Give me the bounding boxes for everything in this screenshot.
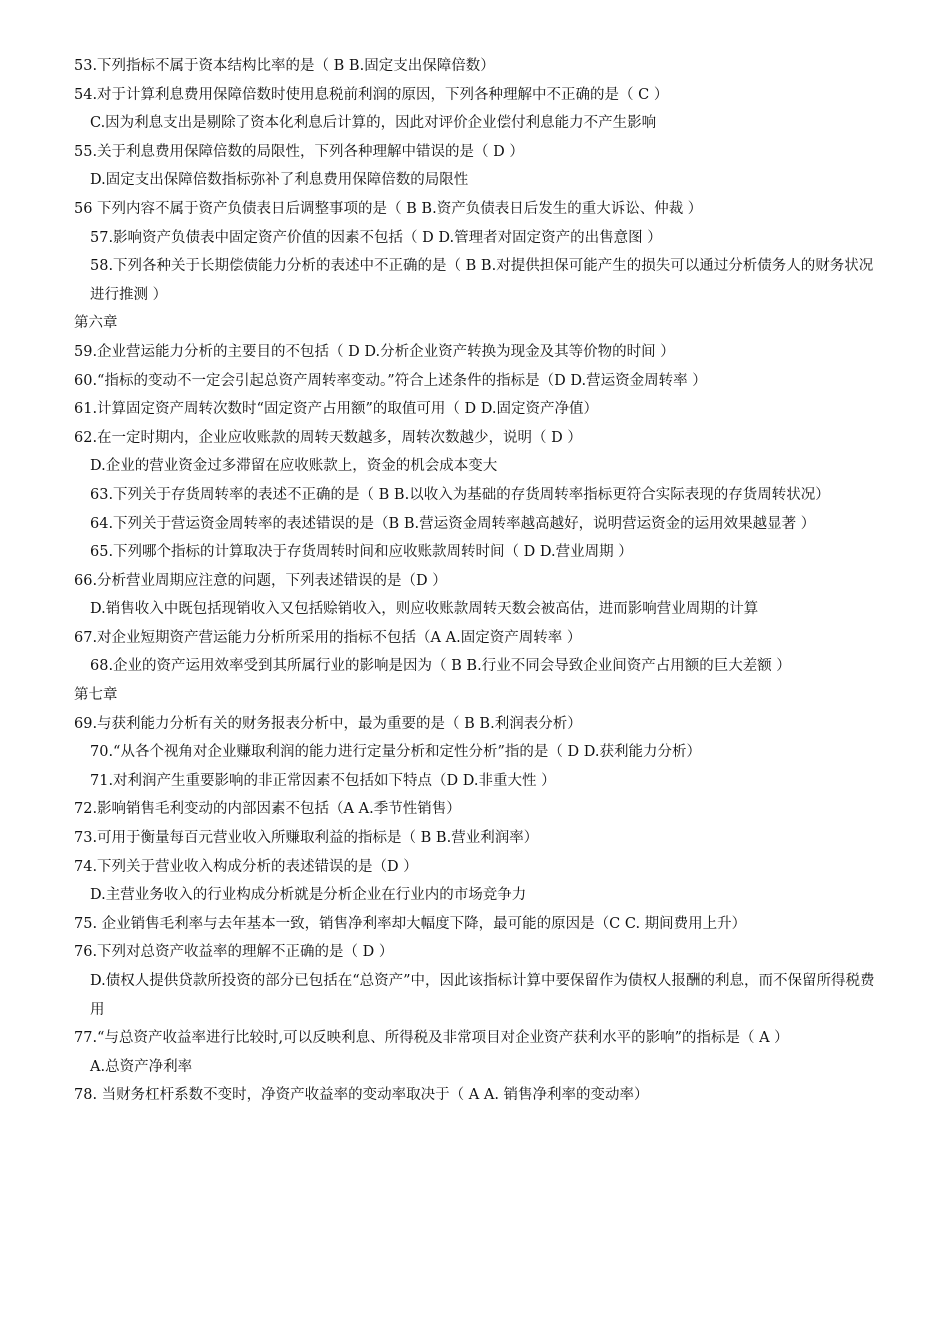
question-line: 75. 企业销售毛利率与去年基本一致，销售净利率却大幅度下降，最可能的原因是（C C. 期间费用上升） bbox=[74, 915, 747, 932]
question-line: 74.下列关于营业收入构成分析的表述错误的是（D ） bbox=[74, 858, 418, 875]
question-line: 65.下列哪个指标的计算取决于存货周转时间和应收账款周转时间（ D D.营业周期 ） bbox=[90, 544, 633, 561]
question-line: C.因为利息支出是剔除了资本化利息后计算的，因此对评价企业偿付利息能力不产生影响 bbox=[90, 115, 657, 132]
question-line: 73.可用于衡量每百元营业收入所赚取利益的指标是（ B B.营业利润率） bbox=[74, 830, 539, 847]
question-line: A.总资产净利率 bbox=[90, 1058, 193, 1075]
question-line: 63.下列关于存货周转率的表述不正确的是（ B B.以收入为基础的存货周转率指标更符合实际表现的存货周转状况） bbox=[90, 486, 830, 503]
question-line: D.销售收入中既包括现销收入又包括赊销收入，则应收账款周转天数会被高估，进而影响营业周期的计算 bbox=[90, 601, 759, 618]
question-line: 64.下列关于营运资金周转率的表述错误的是（B B.营运资金周转率越高越好，说明营运资金的运用效果越显著 ） bbox=[90, 515, 816, 532]
question-line: 67.对企业短期资产营运能力分析所采用的指标不包括（A A.固定资产周转率 ） bbox=[74, 629, 582, 646]
question-line: 70.“从各个视角对企业赚取利润的能力进行定量分析和定性分析”指的是（ D D.获利能力分析） bbox=[90, 744, 701, 761]
question-line: 55.关于利息费用保障倍数的局限性，下列各种理解中错误的是（ D ） bbox=[74, 143, 524, 160]
question-line: 53.下列指标不属于资本结构比率的是（ B B.固定支出保障倍数） bbox=[74, 58, 495, 74]
question-line: 61.计算固定资产周转次数时“固定资产占用额”的取值可用（ D D.固定资产净值） bbox=[74, 401, 598, 418]
question-line: 71.对利润产生重要影响的非正常因素不包括如下特点（D D.非重大性 ） bbox=[90, 772, 556, 789]
question-line: 54.对于计算利息费用保障倍数时使用息税前利润的原因，下列各种理解中不正确的是（ C ） bbox=[74, 86, 669, 103]
question-line: 76.下列对总资产收益率的理解不正确的是（ D ） bbox=[74, 944, 394, 961]
question-line: 60.“指标的变动不一定会引起总资产周转率变动。”符合上述条件的指标是（D D.营运资金周转率 ） bbox=[74, 372, 707, 389]
question-line: 77.“与总资产收益率进行比较时,可以反映利息、所得税及非常项目对企业资产获利水平的影响”的指标是（ A ） bbox=[74, 1030, 789, 1047]
question-line: 68.企业的资产运用效率受到其所属行业的影响是因为（ B B.行业不同会导致企业间资产占用额的巨大差额 ） bbox=[90, 658, 791, 675]
chapter-heading: 第七章 bbox=[74, 687, 118, 704]
question-line: 62.在一定时期内，企业应收账款的周转天数越多，周转次数越少，说明（ D ） bbox=[74, 429, 582, 446]
question-line: 78. 当财务杠杆系数不变时，净资产收益率的变动率取决于（ A A. 销售净利率的变动率） bbox=[74, 1087, 649, 1104]
question-line: D.主营业务收入的行业构成分析就是分析企业在行业内的市场竞争力 bbox=[90, 887, 527, 904]
question-line: D.固定支出保障倍数指标弥补了利息费用保障倍数的局限性 bbox=[90, 172, 469, 189]
question-line: 59.企业营运能力分析的主要目的不包括（ D D.分析企业资产转换为现金及其等价物的时间 ） bbox=[74, 343, 675, 360]
question-line: 57.影响资产负债表中固定资产价值的因素不包括（ D D.管理者对固定资产的出售意图 ） bbox=[90, 229, 662, 246]
question-line: 72.影响销售毛利变动的内部因素不包括（A A.季节性销售） bbox=[74, 801, 461, 818]
chapter-heading: 第六章 bbox=[74, 315, 118, 332]
question-line: 69.与获利能力分析有关的财务报表分析中，最为重要的是（ B B.利润表分析） bbox=[74, 715, 582, 732]
document-body bbox=[74, 52, 884, 1110]
question-line: 58.下列各种关于长期偿债能力分析的表述中不正确的是（ B B.对提供担保可能产生的损失可以通过分析债务人的财务状况进行推测 ） bbox=[90, 258, 874, 303]
question-line: 56 下列内容不属于资产负债表日后调整事项的是（ B B.资产负债表日后发生的重大诉讼、仲裁 ） bbox=[74, 200, 703, 217]
question-line: 66.分析营业周期应注意的问题，下列表述错误的是（D ） bbox=[74, 572, 447, 589]
question-line: D.企业的营业资金过多滞留在应收账款上，资金的机会成本变大 bbox=[90, 458, 498, 475]
question-line: D.债权人提供贷款所投资的部分已包括在“总资产”中，因此该指标计算中要保留作为债权人报酬的利息，而不保留所得税费用 bbox=[90, 973, 875, 1018]
